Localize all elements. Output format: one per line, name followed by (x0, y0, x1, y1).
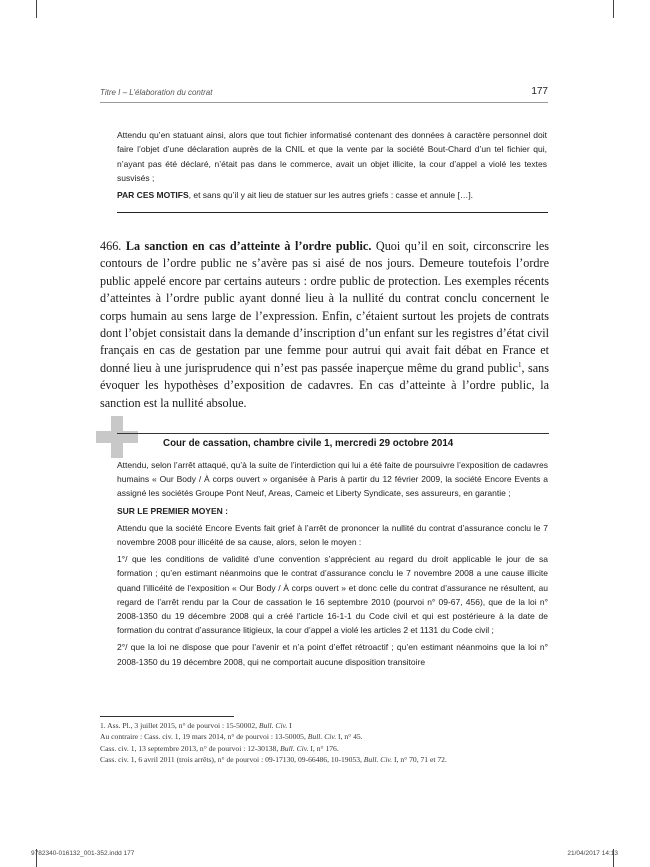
paragraph-number: 466. (100, 239, 122, 253)
page-number: 177 (531, 86, 548, 97)
main-paragraph (100, 238, 549, 412)
decision-paragraph: 2°/ que la loi ne dispose que pour l’avenir et n’a point d’effet rétroactif ; qu’en estimant néanmoins que la loi n° 2008-1350 du 19 décembre 2008, qui ne comportait aucune disposition transitoire (117, 642, 548, 667)
decision-divider (117, 433, 549, 434)
plus-icon (96, 416, 138, 458)
footnote-line: Cass. civ. 1, 13 septembre 2013, n° de pourvoi : 12-30138, Bull. Civ. I, n° 176. (100, 743, 339, 753)
print-slug-file: 9782340-016132_001-352.indd 177 (31, 850, 135, 857)
decision-subheading: SUR LE PREMIER MOYEN : (117, 505, 228, 516)
footnote-reference[interactable]: 1 (517, 360, 522, 369)
decision-title: Cour de cassation, chambre civile 1, mercredi 29 octobre 2014 (163, 438, 454, 449)
paragraph-text-end: , sans évoquer les hypothèses d’exposition de cadavres. En cas d’atteinte à l’ordre public, la sanction est la nullité absolue. (100, 360, 549, 410)
footnote-line: Cass. civ. 1, 6 avril 2011 (trois arrêts), n° de pourvoi : 09-17130, 09-66486, 10-19053, Bull. Civ. I, n° 70, 71 et 72. (100, 755, 447, 765)
paragraph-title: La sanction en cas d’atteinte à l’ordre public. (125, 239, 372, 253)
print-slug-date: 21/04/2017 14:13 (567, 850, 618, 857)
excerpt-divider (117, 212, 548, 213)
judgment-excerpt (117, 128, 547, 202)
decision-paragraph: Attendu que la société Encore Events fait grief à l’arrêt de prononcer la nullité du contrat d’assurance conclu le 7 novembre 2008 pour illicéité de sa cause, alors, selon le moyen : (117, 522, 548, 548)
footnote-line: Au contraire : Cass. civ. 1, 19 mars 2014, n° de pourvoi : 13-50005, Bull. Civ. I, n° 45. (100, 732, 363, 742)
paragraph-text: Quoi qu’il en soit, circonscrire les contours de l’ordre public ne s’avère pas si aisé de nos jours. Demeure toutefois l’ordre public appelé encore par certains auteurs : ordre public de protection. Les exemples récents d’atteintes à l’ordre public ayant donné lieu à la nullité du contrat conclu concernent le corps humain au sens large de l’expression. Enfin, c’étaient surtout les projets de contrats dont l’objet consistait dans la demande d’inscription d’un enfant sur les registres d’état civil français en cas de gestation par une femme pour autrui qui avait fait débat en France et donné lieu à une jurisprudence qui n’est pas passée inaperçue même du grand public (100, 239, 549, 375)
crop-mark-top-right (613, 0, 614, 18)
excerpt-conclusion (117, 188, 547, 202)
excerpt-paragraph: Attendu qu’en statuant ainsi, alors que tout fichier informatisé contenant des données à caractère personnel doit faire l’objet d’une déclaration auprès de la CNIL et que la vente par la société Bout-Chard d’un tel fichier qui, n’ayant pas été déclaré, n’était pas dans le commerce, avait un objet illicite, la cour d’appel a violé les textes susvisés ; (117, 130, 547, 183)
conclusion-heading: PAR CES MOTIFS (117, 190, 189, 201)
footnote-line: 1. Ass. Pl., 3 juillet 2015, n° de pourvoi : 15-50002, Bull. Civ. I (100, 721, 292, 730)
running-header (100, 86, 548, 103)
running-title: Titre I – L’élaboration du contrat (100, 88, 213, 97)
decision-paragraph: 1°/ que les conditions de validité d’une convention s’apprécient au regard du droit applicable le jour de sa formation ; qu’en estimant néanmoins que le contrat d’assurance conclu le 7 novembre 2008 a une cause illicite quand l’illicéité de l’exposition « Our Body / À corps ouvert » et donc celle du contrat d’assurance ne résultent, au regard de l’arrêt rendu par la Cour de cassation le 16 septembre 2010 (pourvoi n° 09-67, 456), que de la loi n° 2008-1350 du 19 décembre 2008 qui a créé l’article 16-1-1 du Code civil et qui est postérieure à la date de formation du contrat d’assurance litigieux, la cour d’appel a violé les articles 2 et 1131 du Code civil ; (117, 554, 548, 636)
decision-body (117, 458, 548, 672)
footnotes (100, 720, 549, 766)
footnote-divider (100, 716, 234, 717)
crop-mark-top-left (36, 0, 37, 18)
decision-paragraph: Attendu, selon l’arrêt attaqué, qu’à la suite de l’interdiction qui lui a été faite de poursuivre l’exposition de cadavres humains « Our Body / À corps ouvert » organisée à Paris à partir du 12 février 2009, la société Encore Events a assigné les sociétés Groupe Pont Neuf, Areas, Cameic et Liberty Syndicate, ses assureurs, en garantie ; (117, 460, 548, 499)
conclusion-text: , et sans qu’il y ait lieu de statuer sur les autres griefs : casse et annule […]. (188, 190, 474, 201)
